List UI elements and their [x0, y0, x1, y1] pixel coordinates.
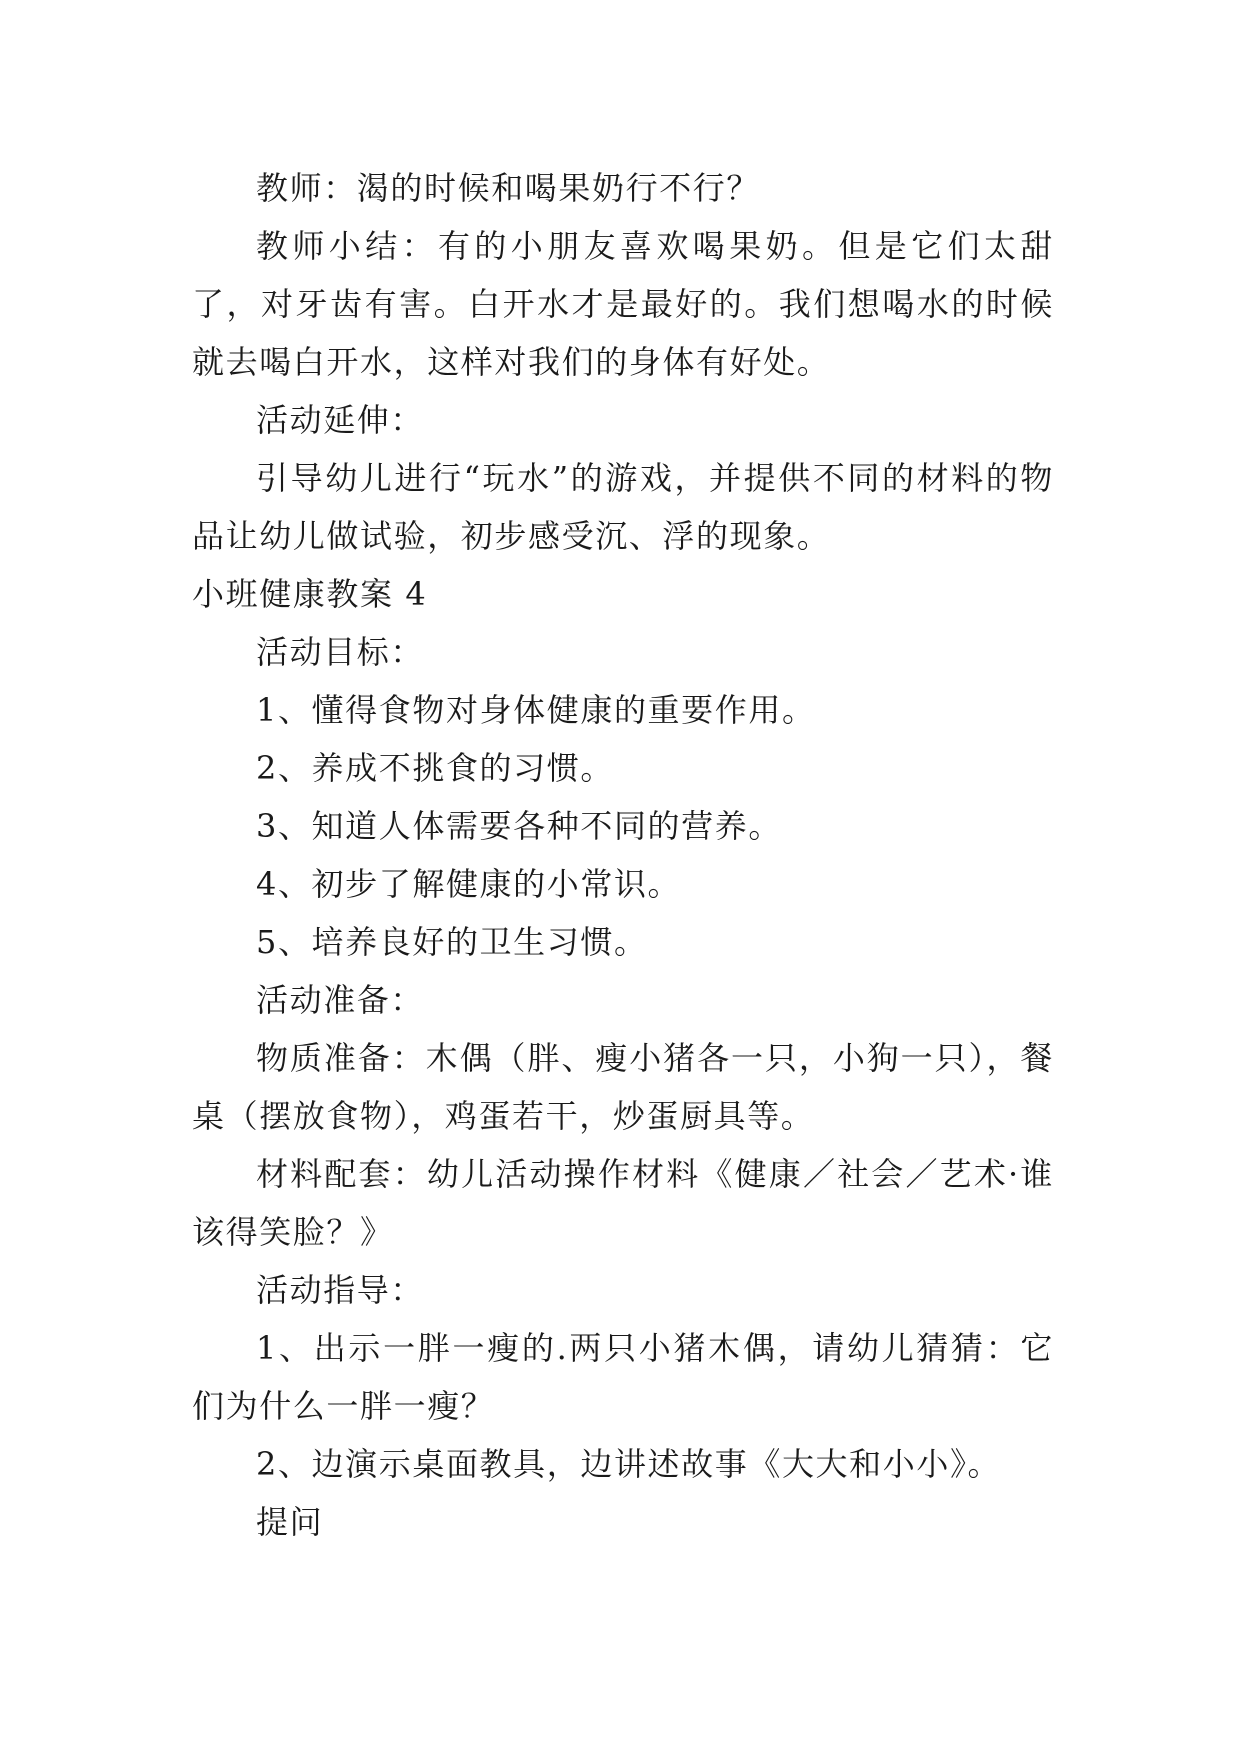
paragraph: 活动准备： [256, 981, 425, 1019]
paragraph: 3、知道人体需要各种不同的营养。 [256, 807, 782, 845]
paragraph: 2、养成不挑食的习惯。 [256, 749, 614, 787]
paragraph: 活动延伸： [256, 401, 425, 439]
document-body [192, 159, 1054, 1551]
section-title: 小班健康教案 4 [192, 575, 428, 613]
paragraph: 物质准备：木偶（胖、瘦小猪各一只，小狗一只），餐桌（摆放食物），鸡蛋若干，炒蛋厨具等。 [192, 1039, 1054, 1135]
paragraph: 2、边演示桌面教具，边讲述故事《大大和小小》。 [256, 1445, 1002, 1483]
paragraph: 活动目标： [256, 633, 425, 671]
paragraph: 提问 [256, 1503, 324, 1541]
paragraph: 教师小结：有的小朋友喜欢喝果奶。但是它们太甜了，对牙齿有害。白开水才是最好的。我们想喝水的时候就去喝白开水，这样对我们的身体有好处。 [192, 227, 1054, 381]
paragraph: 教师：渴的时候和喝果奶行不行？ [256, 169, 761, 207]
paragraph: 1、懂得食物对身体健康的重要作用。 [256, 691, 816, 729]
paragraph: 1、出示一胖一瘦的.两只小猪木偶，请幼儿猜猜：它们为什么一胖一瘦？ [192, 1329, 1054, 1425]
paragraph: 材料配套：幼儿活动操作材料《健康／社会／艺术·谁该得笑脸？》 [192, 1155, 1054, 1251]
paragraph: 活动指导： [256, 1271, 425, 1309]
paragraph: 5、培养良好的卫生习惯。 [256, 923, 648, 961]
paragraph: 引导幼儿进行“玩水”的游戏，并提供不同的材料的物品让幼儿做试验，初步感受沉、浮的现象。 [192, 459, 1054, 555]
paragraph: 4、初步了解健康的小常识。 [256, 865, 682, 903]
